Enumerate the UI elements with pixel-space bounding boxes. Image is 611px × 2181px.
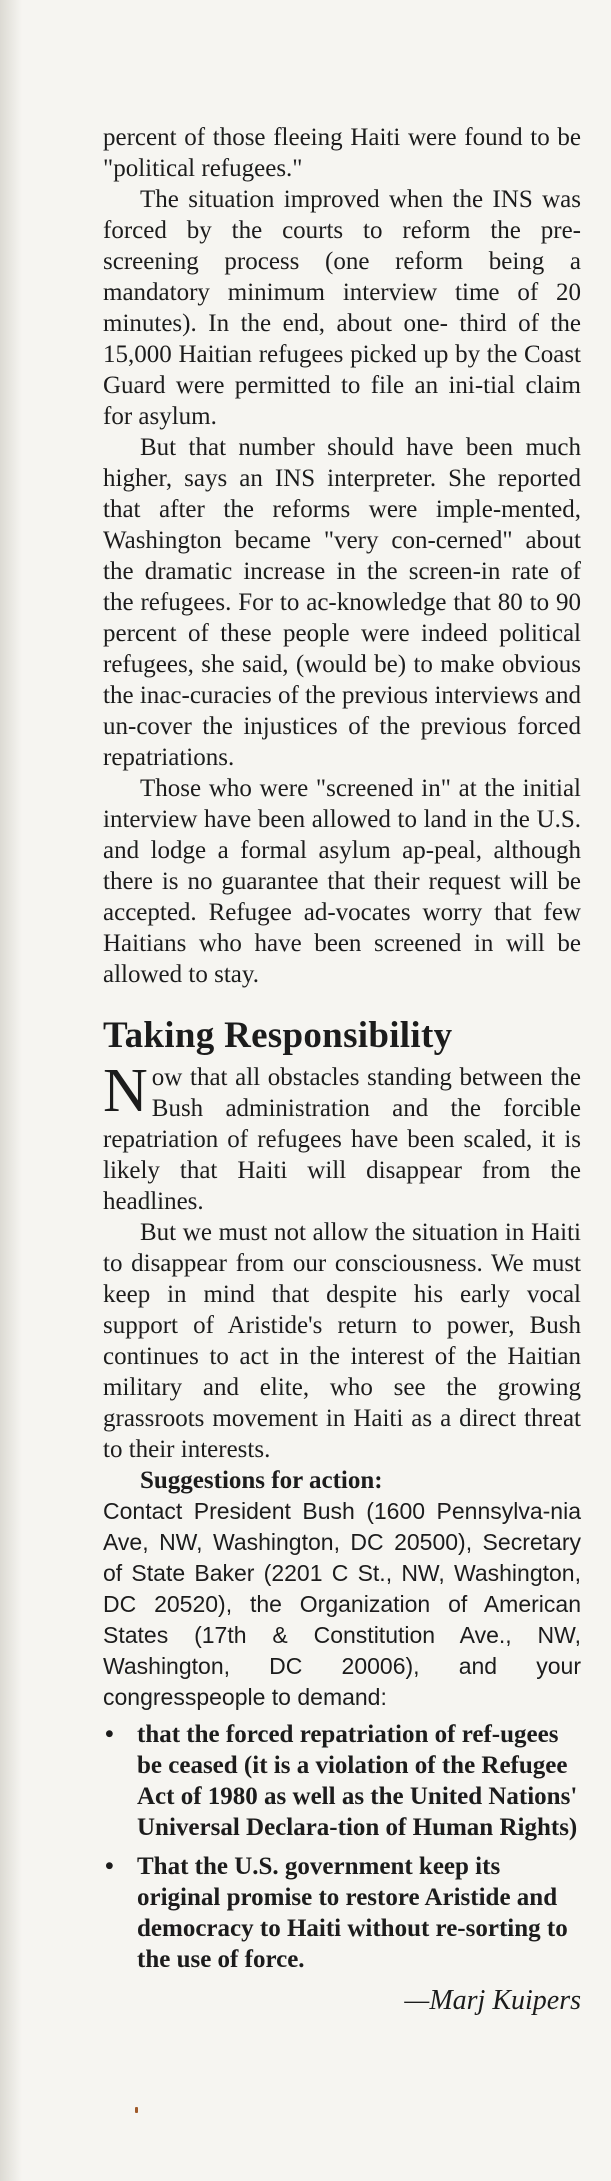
- article-paragraph: Those who were "screened in" at the initial interview have been allowed to land in the U.S. and lodge a formal asylum ap-peal, although there is no guarantee that their request will be accepted. Refugee ad-vocates worry that few Haitians who have been screened in will be allowed to stay.: [103, 775, 581, 988]
- action-item: [103, 1851, 581, 1975]
- section-first-paragraph-text: ow that all obstacles standing between the Bush administration and the forcible repatriation of refugees have been scaled, it is likely that Haiti will disappear from the headlines.: [103, 1064, 581, 1215]
- article-column: [103, 122, 581, 2016]
- article-paragraph: The situation improved when the INS was forced by the courts to reform the pre-screening process (one reform being a mandatory minimum interview time of 20 minutes). In the end, about one- third of the 15,000 Haitian refugees picked up by the Coast Guard were permitted to file an ini-tial claim for asylum.: [103, 186, 581, 430]
- section-first-paragraph: [103, 1057, 581, 1217]
- section-heading: Taking Responsibility: [103, 1015, 453, 1056]
- article-paragraph: percent of those fleeing Haiti were found to be "political refugees.": [103, 124, 581, 182]
- suggestions-heading: Suggestions for action:: [140, 1467, 383, 1494]
- action-list: [103, 1719, 581, 1975]
- suggestions-body: Contact President Bush (1600 Pennsylva-nia Ave, NW, Washington, DC 20500), Secretary of State Baker (2201 C St., NW, Washington, DC 20520), the Organization of American States (17th & Constitution Ave., NW, Washington, DC 20006), and your congresspeople to demand:: [103, 1498, 581, 1710]
- drop-cap: N: [103, 1057, 148, 1125]
- page-edge-shadow: [0, 0, 22, 2181]
- author-signature: —Marj Kuipers: [404, 1985, 581, 2016]
- action-item: [103, 1719, 581, 1843]
- bullet-icon: •: [105, 1721, 114, 1748]
- article-paragraph: But that number should have been much higher, says an INS interpreter. She reported that after the reforms were imple-mented, Washington became "very con-cerned" about the dramatic increase in the screen-in rate of the refugees. For to ac-knowledge that 80 to 90 percent of these people were indeed political refugees, she said, (would be) to make obvious the inac-curacies of the previous interviews and un-cover the injustices of the previous forced repatriations.: [103, 434, 581, 771]
- paper-speck: [135, 2107, 138, 2113]
- section-second-paragraph: But we must not allow the situation in Haiti to disappear from our consciousness. We must keep in mind that despite his early vocal support of Aristide's return to power, Bush continues to act in the interest of the Haitian military and elite, who see the growing grassroots movement in Haiti as a direct threat to their interests.: [103, 1219, 581, 1463]
- bullet-icon: •: [105, 1853, 114, 1880]
- action-item-text: that the forced repatriation of ref-ugees be ceased (it is a violation of the Refugee Act of 1980 as well as the United Nations' Universal Declara-tion of Human Rights): [137, 1721, 578, 1841]
- action-item-text: That the U.S. government keep its original promise to restore Aristide and democracy to Haiti without re-sorting to the use of force.: [137, 1853, 568, 1973]
